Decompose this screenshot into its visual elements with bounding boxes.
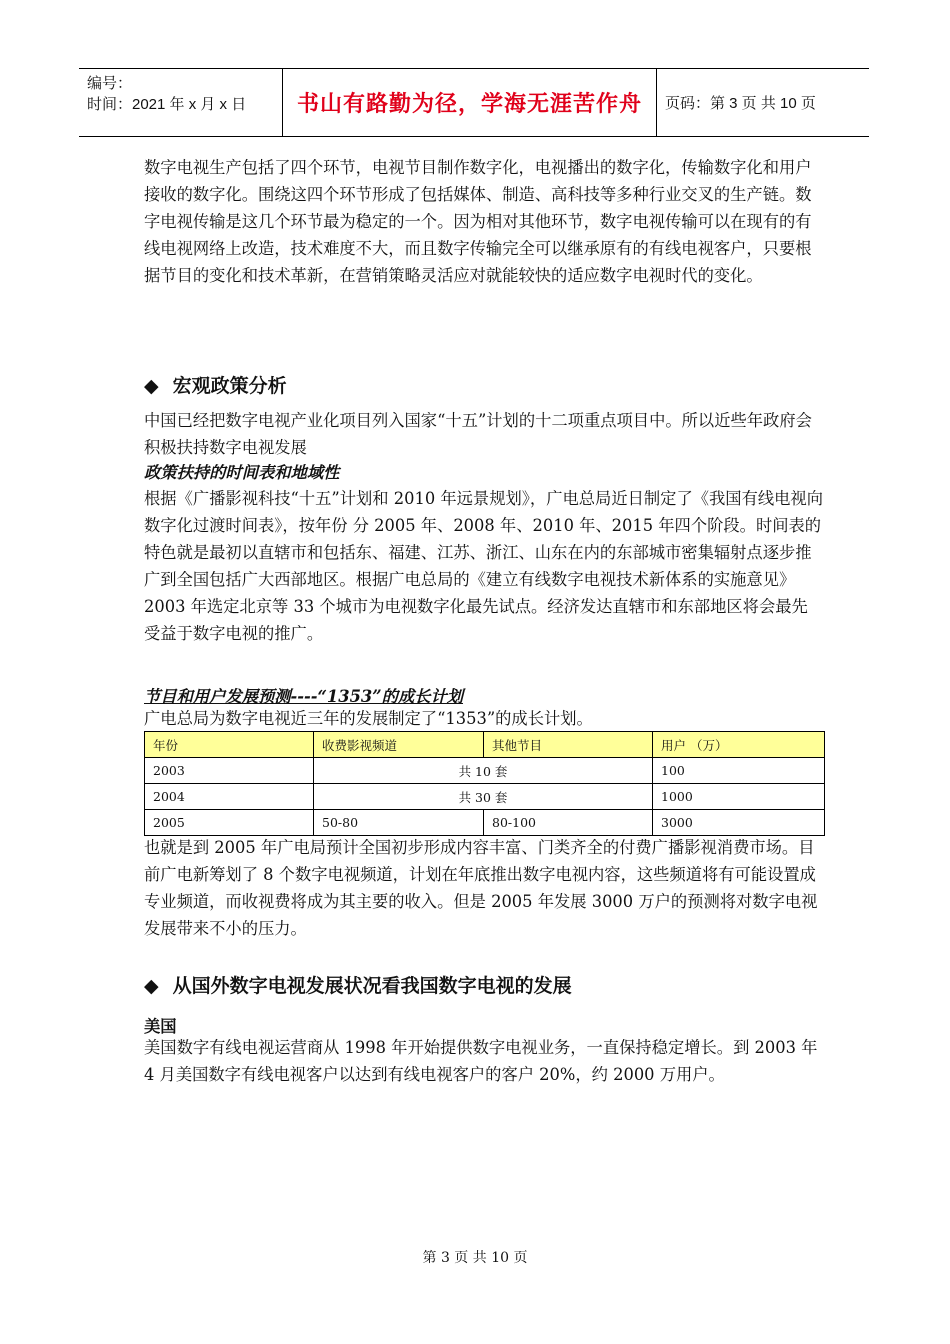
header-page-code: 页码：第 3 页 共 10 页 xyxy=(665,95,816,112)
header-meta xyxy=(79,69,282,136)
table-header-row xyxy=(145,732,825,758)
table-cell-year: 2004 xyxy=(145,784,314,810)
table-header-cell: 其他节目 xyxy=(484,732,653,758)
page-header xyxy=(79,68,869,137)
diamond-bullet-icon: ◆ xyxy=(144,975,159,997)
table-header-cell: 用户 （万） xyxy=(653,732,825,758)
subheading-forecast: 节目和用户发展预测----“1353”的成长计划 xyxy=(144,687,464,706)
table-header-cell: 收费影视频道 xyxy=(314,732,484,758)
number-label: 编号： xyxy=(87,75,133,92)
forecast-intro: 广电总局为数字电视近三年的发展制定了“1353”的成长计划。 xyxy=(144,709,593,728)
subheading-timeline: 政策扶持的时间表和地域性 xyxy=(144,463,340,482)
table-cell-users: 100 xyxy=(653,758,825,784)
usa-paragraph: 美国数字有线电视运营商从 1998 年开始提供数字电视业务，一直保持稳定增长。到 2003 年 4 月美国数字有线电视客户以达到有线电视客户的客户 20%，约 2000 万用户。 xyxy=(144,1038,818,1084)
table-row xyxy=(145,810,825,836)
table-cell-year: 2003 xyxy=(145,758,314,784)
section-heading-policy xyxy=(144,371,287,398)
table-row xyxy=(145,784,825,810)
timeline-paragraph: 根据《广播影视科技“十五”计划和 2010 年远景规划》，广电总局近日制定了《我国有线电视向数字化过渡时间表》，按年份 分 2005 年、2008 年、2010 年、2015 年四个阶段。时间表的特色就是最初以直辖市和包括东、福建、江苏、浙江、山东在内的东部城市密集辐射点逐步推广到全国包括广大西部地区。根据广电总局的《建立有线数字电视技术新体系的实施意见》2003 年选定北京等 33 个城市为电视数字化最先试点。经济发达直辖市和东部地区将会最先受益于数字电视的推广。 xyxy=(144,489,823,643)
table-cell-users: 3000 xyxy=(653,810,825,836)
table-cell-channels: 共 30 套 xyxy=(314,784,653,810)
section-title: 从国外数字电视发展状况看我国数字电视的发展 xyxy=(172,975,572,997)
table-cell-channels: 共 10 套 xyxy=(314,758,653,784)
table-cell-users: 1000 xyxy=(653,784,825,810)
section-title: 宏观政策分析 xyxy=(172,375,287,397)
table-cell-paid: 50-80 xyxy=(314,810,484,836)
intro-paragraph: 数字电视生产包括了四个环节，电视节目制作数字化，电视播出的数字化，传输数字化和用户接收的数字化。围绕这四个环节形成了包括媒体、制造、高科技等多种行业交叉的生产链。数字电视传输是这几个环节最为稳定的一个。因为相对其他环节，数字电视传输可以在现有的有线电视网络上改造，技术难度不大，而且数字传输完全可以继承原有的有线电视客户，只要根据节目的变化和技术革新，在营销策略灵活应对就能较快的适应数字电视时代的变化。 xyxy=(144,158,812,285)
section-heading-foreign xyxy=(144,971,572,998)
country-heading: 美国 xyxy=(144,1017,177,1036)
page-footer: 第 3 页 共 10 页 xyxy=(422,1250,528,1266)
forecast-paragraph: 也就是到 2005 年广电局预计全国初步形成内容丰富、门类齐全的付费广播影视消费市场。目前广电新筹划了 8 个数字电视频道，计划在年底推出数字电视内容，这些频道将有可能设置成专业频道，而收视费将成为其主要的收入。但是 2005 年发展 3000 万户的预测将对数字电视发展带来不小的压力。 xyxy=(144,838,818,938)
table-header-cell: 年份 xyxy=(145,732,314,758)
table-cell-other: 80-100 xyxy=(484,810,653,836)
header-motto: 书山有路勤为径，学海无涯苦作舟 xyxy=(282,69,657,136)
growth-plan-table xyxy=(144,731,825,836)
time-label: 时间：2021 年 x 月 x 日 xyxy=(87,96,247,113)
diamond-bullet-icon: ◆ xyxy=(144,375,159,397)
table-row xyxy=(145,758,825,784)
table-cell-year: 2005 xyxy=(145,810,314,836)
policy-paragraph: 中国已经把数字电视产业化项目列入国家“十五”计划的十二项重点项目中。所以近些年政府会积极扶持数字电视发展 xyxy=(144,411,812,457)
